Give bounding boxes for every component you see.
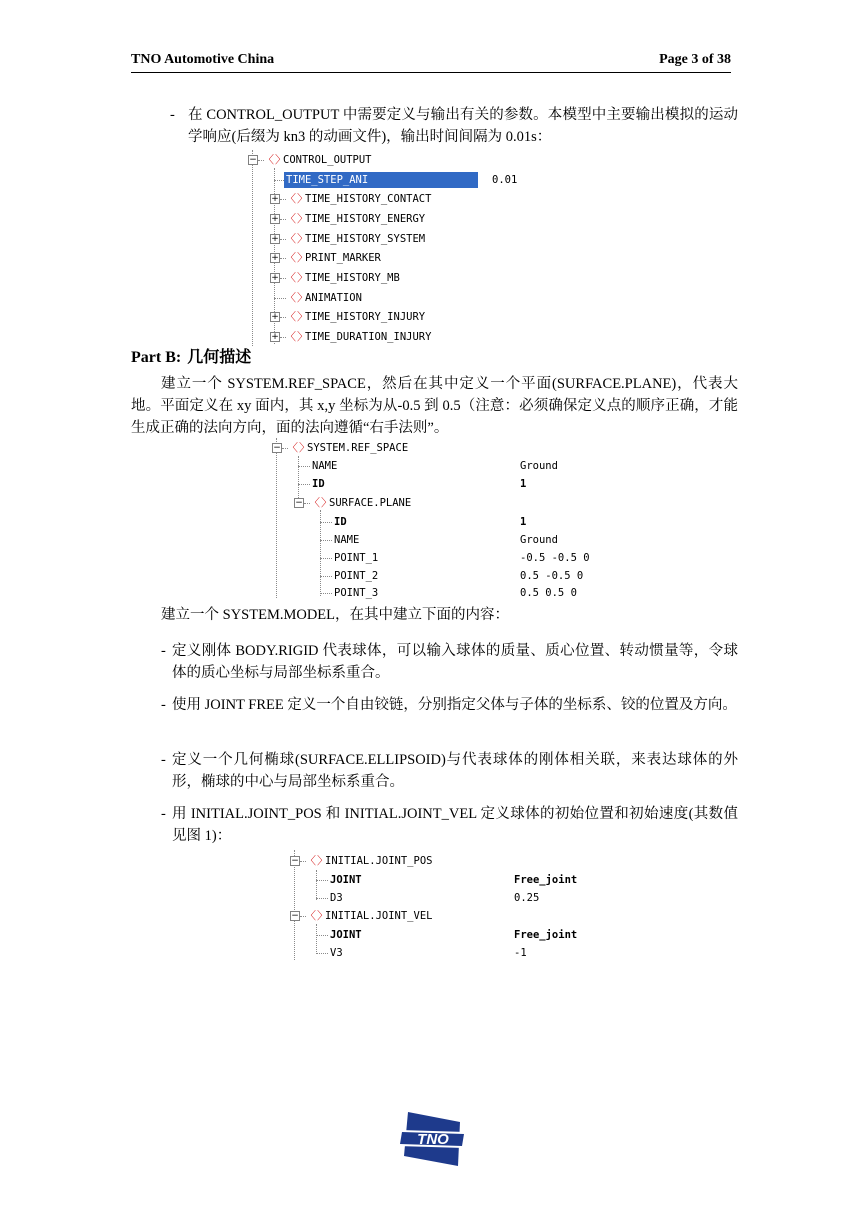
tree-label: SURFACE.PLANE <box>329 497 412 509</box>
attr-value[interactable]: Free_joint <box>514 874 578 886</box>
tree-connector <box>320 522 332 523</box>
collapse-icon[interactable]: − <box>291 911 299 921</box>
element-tag-icon: 〈〉 <box>305 854 329 867</box>
header-divider <box>131 72 731 73</box>
tree-node-time-step-ani[interactable] <box>270 172 538 188</box>
tree-label: INITIAL.JOINT_VEL <box>325 910 433 922</box>
attr-value[interactable]: 0.5 -0.5 0 <box>520 570 584 582</box>
tree-connector <box>320 576 332 577</box>
attr-label: POINT_3 <box>334 587 379 599</box>
bullet-dash: - <box>161 806 166 822</box>
bullet-item <box>161 803 738 847</box>
attr-label: JOINT <box>330 929 362 941</box>
bullet-text: 用 INITIAL.JOINT_POS 和 INITIAL.JOINT_VEL 定义球体的初始位置和初始速度(其数值见图 1)： <box>172 806 738 844</box>
collapse-icon[interactable]: − <box>295 498 303 508</box>
tree-attr-row[interactable] <box>298 458 598 474</box>
expand-icon[interactable]: + <box>271 194 279 204</box>
svg-text:TNO: TNO <box>417 1131 449 1148</box>
bullet-dash: - <box>161 643 166 659</box>
element-tag-icon: 〈〉 <box>305 909 329 922</box>
attr-value[interactable]: 0.5 0.5 0 <box>520 587 577 599</box>
tree-attr-row[interactable] <box>316 927 606 943</box>
tree-attr-row[interactable] <box>316 945 606 961</box>
attr-value[interactable]: -1 <box>514 947 527 959</box>
intro-text: 在 CONTROL_OUTPUT 中需要定义与输出有关的参数。本模型中主要输出模拟的运动学响应(后缀为 kn3 的动画文件)，输出时间间隔为 0.01s： <box>188 107 738 145</box>
bullet-dash: - <box>161 697 166 713</box>
element-tag-icon: 〈〉 <box>287 441 311 454</box>
tree-label: ANIMATION <box>305 292 362 304</box>
attr-label: JOINT <box>330 874 362 886</box>
element-tag-icon: 〈〉 <box>263 153 287 166</box>
tree-connector <box>320 593 332 594</box>
intro-paragraph <box>170 104 738 148</box>
tree-guide <box>276 438 277 598</box>
tree-label: TIME_HISTORY_INJURY <box>305 311 426 323</box>
attr-value[interactable]: 0.25 <box>514 892 540 904</box>
tree-connector <box>298 484 310 485</box>
tree-guide <box>252 150 253 346</box>
tree-connector <box>320 558 332 559</box>
element-tag-icon: 〈〉 <box>285 251 309 264</box>
attr-value[interactable]: Ground <box>520 534 558 546</box>
tree-attr-row[interactable] <box>316 872 606 888</box>
section-label: Part B: <box>131 349 182 366</box>
collapse-icon[interactable]: − <box>273 443 281 453</box>
bullet-dash: - <box>161 752 166 768</box>
bullet-item <box>161 640 738 684</box>
tree-attr-row[interactable] <box>316 890 606 906</box>
tree-label: TIME_HISTORY_ENERGY <box>305 213 426 225</box>
tree-attr-row[interactable] <box>320 514 598 530</box>
attr-value[interactable]: Ground <box>520 460 558 472</box>
element-tag-icon: 〈〉 <box>285 212 309 225</box>
tree-attr-row[interactable] <box>320 550 598 566</box>
tree-connector <box>316 935 328 936</box>
attr-label: NAME <box>334 534 360 546</box>
tree-node-root[interactable] <box>248 152 538 168</box>
tree-label: TIME_HISTORY_MB <box>305 272 400 284</box>
section-heading <box>131 344 257 367</box>
attr-label: D3 <box>330 892 343 904</box>
collapse-icon[interactable]: − <box>291 856 299 866</box>
tree-initial-joint <box>290 850 606 962</box>
tree-ref-space <box>272 438 598 600</box>
tree-label: CONTROL_OUTPUT <box>283 154 372 166</box>
tree-label: TIME_HISTORY_SYSTEM <box>305 233 426 245</box>
collapse-icon[interactable]: − <box>249 155 257 165</box>
attr-label: ID <box>312 478 325 490</box>
tree-label: INITIAL.JOINT_POS <box>325 855 433 867</box>
expand-icon[interactable]: + <box>271 234 279 244</box>
element-tag-icon: 〈〉 <box>285 271 309 284</box>
expand-icon[interactable]: + <box>271 312 279 322</box>
attr-value[interactable]: Free_joint <box>514 929 578 941</box>
tree-label: SYSTEM.REF_SPACE <box>307 442 409 454</box>
tree-label: TIME_HISTORY_CONTACT <box>305 193 432 205</box>
partb-paragraph: 建立一个 SYSTEM.REF_SPACE，然后在其中定义一个平面(SURFACE.PLANE)，代表大地。平面定义在 xy 面内，其 x,y 坐标为从-0.5 到 0.5（注意：必须确保定义点的顺序正确，才能生成正确的法向方向，面的法向遵循“右手法则”。 <box>131 376 738 436</box>
element-tag-icon: 〈〉 <box>309 496 333 509</box>
tree-attr-row[interactable] <box>320 532 598 548</box>
tree-guide <box>294 850 295 960</box>
tree-label: PRINT_MARKER <box>305 252 381 264</box>
bullet-text: 使用 JOINT FREE 定义一个自由铰链，分别指定父体与子体的坐标系、铰的位置及方向。 <box>172 697 737 713</box>
page-header <box>131 52 731 70</box>
expand-icon[interactable]: + <box>271 332 279 342</box>
bullet-item <box>161 694 738 716</box>
bullet-text: 定义刚体 BODY.RIGID 代表球体，可以输入球体的质量、质心位置、转动惯量等，令球体的质心坐标与局部坐标系重合。 <box>172 643 738 681</box>
tree-connector <box>320 540 332 541</box>
attr-label: POINT_2 <box>334 570 379 582</box>
element-tag-icon: 〈〉 <box>285 291 309 304</box>
tree-connector <box>298 466 310 467</box>
expand-icon[interactable]: + <box>271 214 279 224</box>
attr-value[interactable]: 1 <box>520 478 527 490</box>
tree-label-selected[interactable]: TIME_STEP_ANI <box>284 172 478 188</box>
attr-label: NAME <box>312 460 338 472</box>
attr-label: V3 <box>330 947 343 959</box>
attr-value[interactable]: 1 <box>520 516 527 528</box>
bullet-item <box>161 749 738 793</box>
tree-label: TIME_DURATION_INJURY <box>305 331 432 343</box>
tree-control-output <box>248 150 538 346</box>
tree-connector <box>316 953 328 954</box>
expand-icon[interactable]: + <box>271 273 279 283</box>
attr-label: ID <box>334 516 347 528</box>
header-page-number: Page 3 of 38 <box>659 52 731 67</box>
tree-attr-row[interactable] <box>320 568 598 584</box>
tree-connector <box>316 898 328 899</box>
tree-attr-row[interactable] <box>320 585 598 601</box>
expand-icon[interactable]: + <box>271 253 279 263</box>
attr-label: POINT_1 <box>334 552 379 564</box>
attr-value[interactable]: -0.5 -0.5 0 <box>520 552 590 564</box>
bullet-text: 定义一个几何椭球(SURFACE.ELLIPSOID)与代表球体的刚体相关联，来表达球体的外形，椭球的中心与局部坐标系重合。 <box>172 752 738 790</box>
element-tag-icon: 〈〉 <box>285 310 309 323</box>
element-tag-icon: 〈〉 <box>285 192 309 205</box>
tree-connector <box>274 180 284 181</box>
tree-value[interactable]: 0.01 <box>492 174 518 186</box>
section-title: 几何描述 <box>187 349 252 366</box>
model-paragraph: 建立一个 SYSTEM.MODEL，在其中建立下面的内容： <box>161 607 510 623</box>
tno-logo <box>398 1108 468 1170</box>
tree-connector <box>316 880 328 881</box>
header-company: TNO Automotive China <box>131 52 275 67</box>
tree-attr-row[interactable] <box>298 476 598 492</box>
element-tag-icon: 〈〉 <box>285 330 309 343</box>
bullet-dash: - <box>170 107 175 123</box>
element-tag-icon: 〈〉 <box>285 232 309 245</box>
